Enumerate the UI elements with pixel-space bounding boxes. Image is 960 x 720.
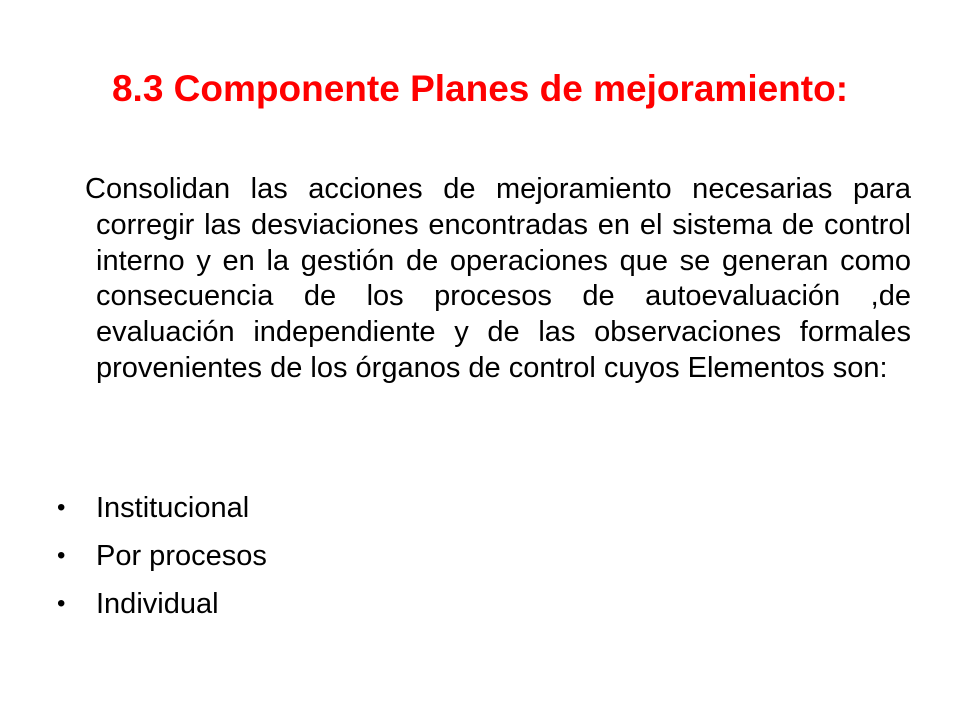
bullet-list [57, 486, 877, 630]
slide-title: 8.3 Componente Planes de mejoramiento: [111, 68, 849, 109]
bullet-text: Por procesos [96, 540, 267, 572]
bullet-text: Individual [96, 588, 219, 620]
bullet-icon: • [57, 542, 66, 569]
list-item [57, 582, 877, 630]
bullet-text: Institucional [96, 492, 250, 524]
list-item [57, 534, 877, 582]
bullet-icon: • [57, 590, 66, 617]
body-paragraph: Consolidan las acciones de mejoramiento necesarias para corregir las desviaciones encontradas en el sistema de control interno y en la gestión de operaciones que se generan como consecuencia de los procesos de autoevaluación ,de evaluación independiente y de las observaciones formales provenientes de los órganos de control cuyos Elementos son: [85, 173, 911, 384]
list-item [57, 486, 877, 534]
bullet-icon: • [57, 494, 66, 521]
